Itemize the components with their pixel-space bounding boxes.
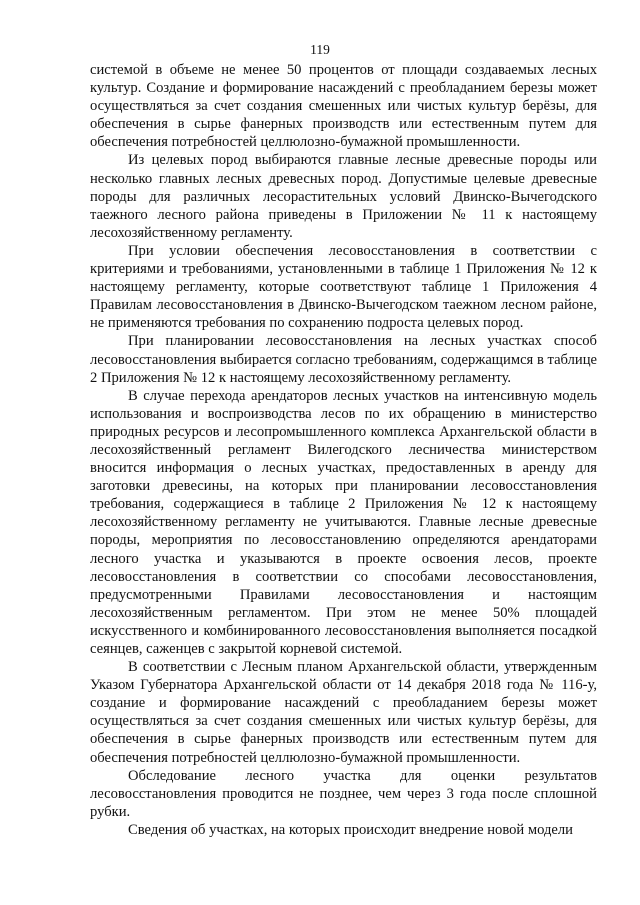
document-body (90, 61, 597, 839)
paragraph-reforestation-planning: При планировании лесовосстановления на лесных участках способ лесовосстановления выбирается согласно требованиям, содержащимся в таблице 2 Приложения № 12 к настоящему лесохозяйственному регламенту. (90, 333, 597, 386)
paragraph-site-inspection: Обследование лесного участка для оценки результатов лесовосстановления проводится не позднее, чем через 3 года после сплошной рубки. (90, 767, 597, 820)
paragraph-continuation: системой в объеме не менее 50 процентов от площади создаваемых лесных культур. Создание и формирование насаждений с преобладанием березы может осуществляться за счет создания смешенных или чистых культур берёзы, для обеспечения в сырье фанерных производств или естественным путем для обеспечения потребностей целлюлозно-бумажной промышленности. (90, 62, 597, 151)
page-number: 119 (310, 42, 330, 57)
paragraph-reforestation-criteria: При условии обеспечения лесовосстановления в соответствии с критериями и требованиями, установленными в таблице 1 Приложения № 12 к настоящему регламенту, которые соответствуют таблице 1 Приложения 4 Правилам лесовосстановления в Двинско-Вычегодском таежном лесном районе, не применяются требования по сохранению подроста целевых пород. (90, 242, 597, 332)
paragraph-target-species: Из целевых пород выбираются главные лесные древесные породы или несколько главных лесных древесных пород. Допустимые целевые древесные породы для различных лесорастительных условий Двинско-Вычегодского таежного лесного района приведены в Приложении № 11 к настоящему лесохозяйственному регламенту. (90, 152, 597, 241)
paragraph-intensive-model: В случае перехода арендаторов лесных участков на интенсивную модель использования и воспроизводства лесов по их обращению в министерство природных ресурсов и лесопромышленного комплекса Архангельской области в лесохозяйственный регламент Вилегодского лесничества министерством вносится информация о лесных участках, предоставленных в аренду для заготовки древесины, на которых при планировании лесовосстановления требования, содержащиеся в таблице 2 Приложения № 12 к настоящему лесохозяйственному регламенту не учитываются. Главные лесные древесные породы, мероприятия по лесовосстановлению определяются арендаторами лесного участка и указываются в проекте освоения лесов, проекте лесовосстановления в соответствии со способами лесовосстановления, предусмотренными Правилами лесовосстановления и настоящим лесохозяйственным регламентом. При этом не менее 50% площадей искусственного и комбинированного лесовосстановления выполняется посадкой сеянцев, саженцев с закрытой корневой системой. (90, 387, 597, 657)
paragraph-forest-plan: В соответствии с Лесным планом Архангельской области, утвержденным Указом Губернатора Архангельской области от 14 декабря 2018 года № 116-у, создание и формирование насаждений с преобладанием березы может осуществляться за счет создания смешенных или чистых культур берёзы, для обеспечения в сырье фанерных производств или естественным путем для обеспечения потребностей целлюлозно-бумажной промышленности. (90, 659, 597, 766)
paragraph-new-model-info: Сведения об участках, на которых происходит внедрение новой модели (128, 821, 573, 838)
